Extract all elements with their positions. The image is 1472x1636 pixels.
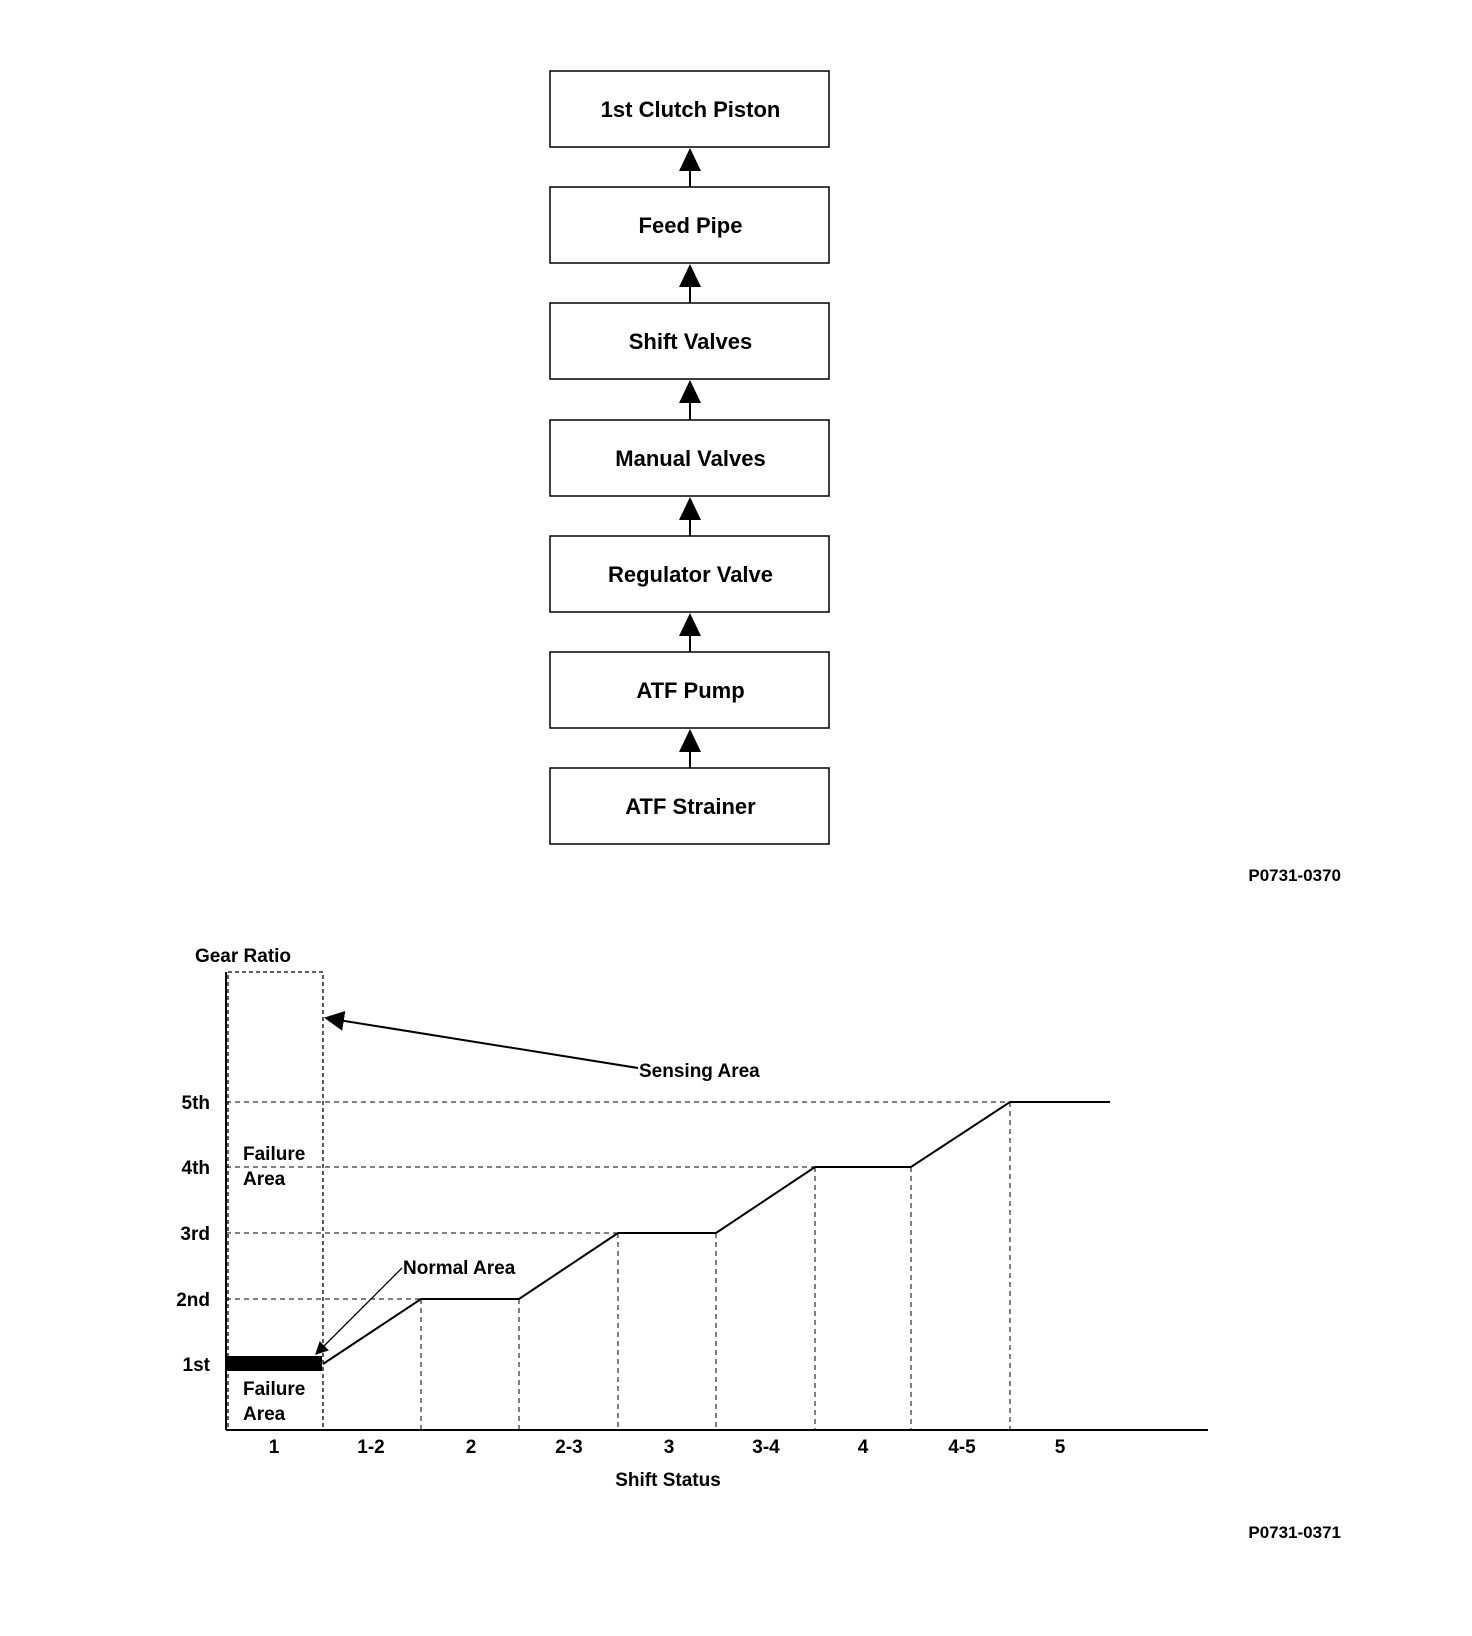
x-tick-label: 2-3: [555, 1437, 583, 1458]
y-tick-label: 3rd: [180, 1224, 210, 1245]
y-tick-label: 1st: [182, 1355, 210, 1376]
x-tick-label-group: [269, 1437, 1066, 1458]
flow-arrow: [679, 613, 701, 652]
failure-area-upper-line1: Failure: [243, 1144, 306, 1165]
chart-figure-code: P0731-0371: [1248, 1523, 1341, 1542]
flow-box-label: ATF Strainer: [625, 794, 756, 819]
failure-area-upper-line2: Area: [243, 1169, 286, 1190]
y-tick-label: 4th: [181, 1158, 210, 1179]
y-tick-label: 5th: [181, 1093, 210, 1114]
first-gear-bar: [226, 1356, 322, 1371]
sensing-area-label: Sensing Area: [639, 1061, 760, 1082]
x-tick-label: 4: [857, 1437, 869, 1458]
gridline-group: [226, 1102, 1010, 1430]
failure-area-lower-line1: Failure: [243, 1379, 306, 1400]
sensing-area-pointer: [326, 1018, 638, 1068]
flow-box-label: Feed Pipe: [638, 213, 743, 238]
flow-arrow: [679, 380, 701, 420]
normal-area-label: Normal Area: [403, 1258, 516, 1279]
flow-box-label: ATF Pump: [636, 678, 745, 703]
flow-arrow: [679, 497, 701, 536]
flow-box-label: Regulator Valve: [607, 562, 774, 587]
flow-arrow: [679, 148, 701, 187]
y-tick-label: 2nd: [176, 1290, 210, 1311]
y-tick-label-group: [176, 1093, 210, 1376]
flow-box-label: Shift Valves: [628, 329, 753, 354]
x-tick-label: 1-2: [357, 1437, 385, 1458]
flow-figure-code: P0731-0370: [1248, 866, 1341, 885]
x-tick-label: 3-4: [752, 1437, 780, 1458]
flow-box-label: Manual Valves: [615, 446, 766, 471]
x-tick-label: 3: [663, 1437, 675, 1458]
flow-box-label: 1st Clutch Piston: [600, 97, 781, 122]
flow-arrow: [679, 729, 701, 768]
failure-area-lower-line2: Area: [243, 1404, 286, 1425]
gear-ratio-chart: [176, 946, 1208, 1491]
x-tick-label: 4-5: [948, 1437, 976, 1458]
x-tick-label: 1: [268, 1437, 280, 1458]
y-axis-title: Gear Ratio: [194, 946, 292, 967]
x-tick-label: 2: [465, 1437, 477, 1458]
flow-arrow: [679, 264, 701, 303]
x-axis-title: Shift Status: [615, 1470, 721, 1491]
x-tick-label: 5: [1054, 1437, 1066, 1458]
